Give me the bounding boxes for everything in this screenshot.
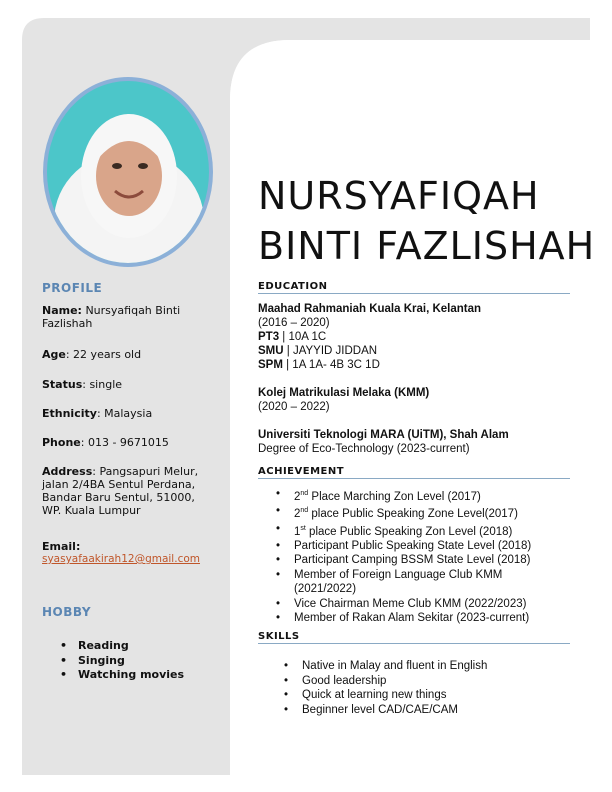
full-name-line-1: NURSYAFIQAH	[258, 174, 540, 218]
school-1-years: (2016 – 2020)	[258, 317, 330, 329]
list-item: • Vice Chairman Meme Club KMM (2022/2023)	[276, 597, 566, 612]
list-item: • Quick at learning new things	[284, 688, 564, 703]
list-item: • Beginner level CAD/CAE/CAM	[284, 703, 564, 718]
list-item: • 2nd Place Marching Zon Level (2017)	[276, 487, 566, 504]
full-name-line-2: BINTI FAZLISHAH	[258, 224, 596, 268]
hobby-list	[60, 639, 184, 683]
profile-address	[42, 465, 212, 517]
school-2-years: (2020 – 2022)	[258, 401, 330, 413]
hobby-heading: HOBBY	[42, 605, 92, 619]
address-value: : Pangsapuri Melur, jalan 2/4BA Sentul Perdana, Bandar Baru Sentul, 51000, WP. Kuala Lumpur	[42, 465, 199, 517]
skills-heading: SKILLS	[258, 631, 570, 644]
list-item: • Participant Public Speaking State Level (2018)	[276, 539, 566, 554]
profile-status	[42, 378, 212, 391]
email-link[interactable]: syasyafaakirah12@gmail.com	[42, 553, 200, 565]
address-label: Address	[42, 465, 93, 478]
skills-list	[284, 659, 564, 717]
profile-heading: PROFILE	[42, 281, 103, 295]
ethnicity-label: Ethnicity	[42, 407, 97, 420]
list-item: • 1st place Public Speaking Zon Level (2018)	[276, 522, 566, 539]
email-label: Email:	[42, 540, 81, 553]
list-item: • Native in Malay and fluent in English	[284, 659, 564, 674]
portrait-illustration	[47, 81, 209, 263]
list-item: • Member of Rakan Alam Sekitar (2023-current)	[276, 611, 566, 626]
list-item: • Member of Foreign Language Club KMM (2021/2022)	[276, 568, 566, 597]
phone-value: : 013 - 9671015	[80, 436, 169, 449]
ethnicity-value: : Malaysia	[96, 407, 153, 420]
smu-result: SMU | JAYYID JIDDAN	[258, 345, 378, 357]
achievement-heading: ACHIEVEMENT	[258, 466, 570, 479]
profile-photo-frame	[43, 77, 213, 267]
status-label: Status	[42, 378, 83, 391]
status-value: : single	[82, 378, 123, 391]
age-value: : 22 years old	[65, 348, 142, 361]
list-item: • Reading	[60, 639, 184, 654]
profile-ethnicity	[42, 407, 212, 420]
achievement-list	[276, 487, 566, 626]
education-content	[258, 302, 509, 456]
school-3-desc: Degree of Eco-Technology (2023-current)	[258, 443, 470, 455]
school-2-name: Kolej Matrikulasi Melaka (KMM)	[258, 387, 430, 399]
name-label: Name:	[42, 304, 82, 317]
age-label: Age	[42, 348, 66, 361]
phone-label: Phone	[42, 436, 81, 449]
profile-email	[42, 540, 212, 566]
school-3-name: Universiti Teknologi MARA (UiTM), Shah Alam	[258, 429, 509, 441]
profile-age	[42, 348, 212, 361]
school-1-name: Maahad Rahmaniah Kuala Krai, Kelantan	[258, 303, 482, 315]
pt3-result: PT3 | 10A 1C	[258, 331, 327, 343]
list-item: • 2nd place Public Speaking Zone Level(2017)	[276, 504, 566, 521]
list-item: • Watching movies	[60, 668, 184, 683]
profile-photo	[47, 81, 209, 263]
name-value: Nursyafiqah Binti Fazlishah	[42, 304, 181, 330]
spm-result: SPM | 1A 1A- 4B 3C 1D	[258, 359, 380, 371]
profile-name	[42, 304, 212, 330]
list-item: • Good leadership	[284, 674, 564, 689]
profile-phone	[42, 436, 212, 449]
education-heading: EDUCATION	[258, 281, 570, 294]
list-item: • Participant Camping BSSM State Level (2018)	[276, 553, 566, 568]
list-item: • Singing	[60, 654, 184, 669]
